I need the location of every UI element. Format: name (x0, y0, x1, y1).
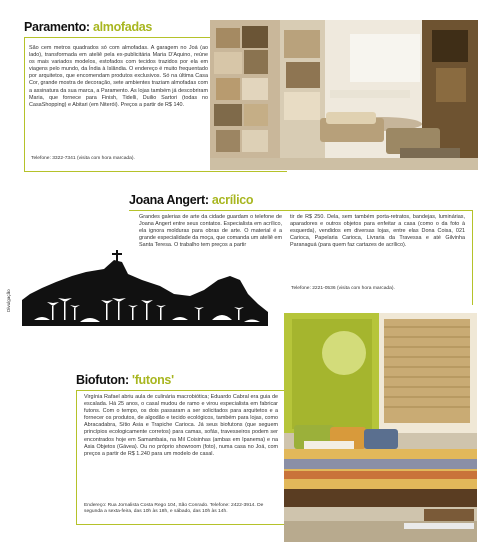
futon-bedroom-image (284, 313, 477, 542)
paramento-photo (210, 20, 478, 170)
paramento-title: Paramento: almofadas (24, 20, 153, 34)
photo-credit: Divulgação (6, 289, 11, 312)
biofuton-top-rule (76, 390, 284, 391)
paramento-left-rule (24, 37, 25, 171)
rio-skyline-acrylic (22, 250, 268, 330)
joana-title: Joana Angert: acrílico (129, 193, 254, 207)
biofuton-photo (284, 313, 477, 542)
paramento-body: São cem metros quadrados só com almofadas. A garagem no Joá (ao lado), transformada em ateliê pela ex-publicitária Maria D'Aquino, reúne os mais variados modelos, estofados com tecidos trazidos por ela em viagens pelo mundo, da Índia à Islândia. O endereço é muito frequentado por arquitetos, que encomendam produtos exclusivos. Só na última Casa Cor, grande mostra de decoração, sete ambientes traziam almofadas com a assinatura da sua marca, a Paramento. As lojas também já descobriram Maria, que fornece para Finish, Tidelli, Duilio Sartori (todas no CasaShopping) e Abitari (em Niterói). Preços a partir de R$ 140. (29, 45, 208, 108)
joana-body-col1: Grandes galerias de arte da cidade guardam o telefone de Joana Angert entre seus contatos. Especialista em acrílico, ela ignora molduras para obras de arte. O material é a grande especialidade da moça, que comanda um ateliê em Santa Teresa. O trabalho tem preços a partir (139, 214, 282, 249)
biofuton-bottom-rule (76, 524, 284, 525)
joana-top-rule (129, 210, 472, 211)
cushions-showroom-image (210, 20, 478, 170)
joana-right-rule (472, 210, 473, 305)
rio-skyline-silhouette-image (22, 250, 268, 330)
biofuton-contact: Endereço: Rua Jornalista Costa Rego 104, São Conrado. Telefone: 2422-3914. De segunda a sexta-feira, das 10h às 18h, e sábado, das 10h às 14h. (84, 503, 264, 515)
biofuton-body: Virgínia Rafael abriu aula de culinária macrobiótica; Eduardo Cabral era guia de escalada. Há 25 anos, o casal mudou de ramo e virou especialista em fabricar futons. Com o tempo, os dois passaram a ser solicitados para arquitetos e a fornecer os produtos, de algodão e tecido ecológicos, também para lojas, como Abracadabra, Sítio Asia e Trapiche Carioca. Já seus biofutons (que seguem princípios ecologicamente corretos) para camas, sofás, travesseiros podem ser encontrados hoje em Samambaia, na Mil Coisinhas (ambas em Ipanema) e na Asia Objetos (Gávea). Ou no próprio showroom (foto), numa casa no Joá, com preços a partir de R$ 1.240 para um modelo de casal. (84, 394, 278, 457)
joana-contact: Telefone: 2221-0536 (visita com hora marcada). (291, 286, 395, 291)
paramento-bottom-rule (24, 171, 287, 172)
biofuton-title: Biofuton: 'futons' (76, 373, 174, 387)
paramento-contact: Telefone: 3322-7341 (visita com hora marcada). (31, 156, 135, 161)
biofuton-left-rule (76, 390, 77, 524)
joana-body-col2: tir de R$ 250. Dela, sem também porta-retratos, bandejas, luminárias, aparadores e outros objetos para enfeitar a casa (como o da foto à esquerda), vendidos em diversas lojas, entre elas Dona Coisa, 021 Carioca, Papelaria Carioca, Livraria da Travessa e até Gilvinha Paranaguá (para quem faz cartazes de acrílico). (290, 214, 465, 249)
